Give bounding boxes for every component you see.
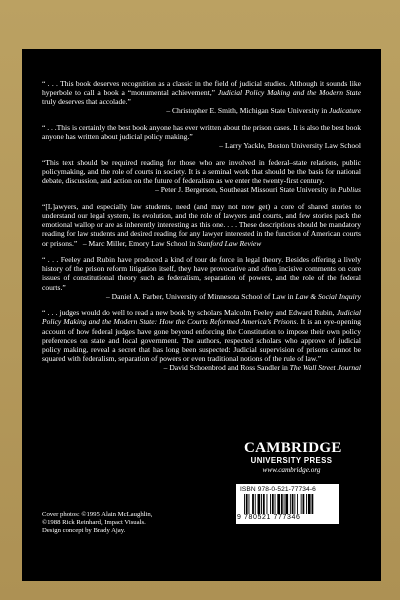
barcode-bar <box>294 494 295 514</box>
quote-attribution: – Daniel A. Farber, University of Minnesota School of Law in Law & Social Inquiry <box>105 291 361 301</box>
review-quote <box>42 79 361 116</box>
barcode-bar <box>246 494 248 514</box>
isbn-label: ISBN 978-0-521-77734-6 <box>240 486 316 493</box>
barcode-bar <box>267 494 268 514</box>
publisher-name: CAMBRIDGE <box>244 440 342 456</box>
barcode-bar <box>284 494 285 514</box>
barcode-icon <box>244 494 336 514</box>
publisher-logo <box>244 440 342 475</box>
barcode-bar <box>297 494 298 514</box>
barcode-bar <box>312 494 314 514</box>
quote-text: “ . . . This book deserves recognition as a classic in the field of judicial studies. Although it sounds like hyperbole to call a book a “monumental achievement,” Judicial Policy Making and the Modern State truly deserves that accolade.” <box>42 79 361 107</box>
barcode-bar <box>292 494 294 514</box>
barcode-bar <box>272 494 274 514</box>
cover-credits <box>42 511 222 535</box>
publisher-subtitle: UNIVERSITY PRESS <box>250 456 333 465</box>
barcode-bar <box>244 494 245 514</box>
quote-attribution: – Christopher E. Smith, Michigan State University in Judicature <box>166 106 361 116</box>
quote-text: “ . . . Feeley and Rubin have produced a kind of tour de force in legal theory. Besides offering a lively history of the prison reform litigation itself, they have provocative and often incisive comments on core issues of constitutional theory such as federalism, separation of powers, and the role of the federal courts.” <box>42 255 361 292</box>
credit-line-1: Cover photos: ©1995 Alain McLaughlin, <box>42 511 153 518</box>
quote-text: “This text should be required reading for those who are involved in federal–state relations, public policymaking, and the role of courts in society. It is a seminal work that should be the basis for national debate, discussion, and action on the future of federalism as we enter the twenty-first century. <box>42 157 361 186</box>
barcode-bar <box>275 494 276 514</box>
review-quote <box>42 158 361 195</box>
barcode-bar <box>306 494 307 514</box>
barcode-bar <box>308 494 311 514</box>
quote-attribution: – Larry Yackle, Boston University Law School <box>219 141 361 151</box>
quote-attribution: – Peter J. Bergerson, Southeast Missouri State University in Publius <box>155 185 361 195</box>
barcode-bar <box>301 494 302 514</box>
quote-text: “[L]awyers, and especially law students, need (and may not now get) a core of shared stories to understand our legal system, its evolution, and the role of lawyers and courts, and few stories pack the emotional wallop or are as inherently interesting as this one. . . . These descriptions should be mandatory reading for law students and desired reading for any lawyer interested in the function of American courts or prisons.” – Marc Miller, Emory Law School in Stanford Law Review <box>42 201 361 248</box>
barcode-bar <box>258 494 261 514</box>
review-quote <box>42 123 361 150</box>
barcode-bar <box>303 494 305 514</box>
barcode-bar <box>277 494 280 514</box>
publisher-url: www.cambridge.org <box>262 466 321 474</box>
barcode-bar <box>249 494 250 514</box>
quote-text: “ . . . judges would do well to read a new book by scholars Malcolm Feeley and Edward Rubin, Judicial Policy Making and the Modern State: How the Courts Reformed America’s Prisons. It is an eye-opening account of how federal judges have gone beyond enforcing the Constitution to impose their own policy preferences on state and local government. The authors, respected scholars who approve of judicial policy making, reveal a secret that has long been suspected: Judicial supervision of prisons cannot be squared with federalism, separation of powers or even traditional notions of the rule of law.” <box>42 308 361 364</box>
barcode-bar <box>261 494 262 514</box>
quote-attribution: – David Schoenbrod and Ross Sandler in The Wall Street Journal <box>163 363 361 373</box>
credit-line-2: ©1988 Rick Reinhard, Impact Visuals. <box>42 519 146 526</box>
barcode-bar <box>252 494 254 514</box>
barcode-bar <box>281 494 283 514</box>
review-quote <box>42 308 361 372</box>
barcode-bar <box>290 494 291 514</box>
review-quotes <box>42 79 361 380</box>
quote-text: “ . . .This is certainly the best book anyone has ever written about the prison cases. It is also the best book anyone has written about judicial policy making.” <box>42 123 361 142</box>
barcode-bar <box>263 494 265 514</box>
barcode-bar <box>270 494 271 514</box>
review-quote <box>42 202 361 248</box>
barcode-bar <box>285 494 288 514</box>
review-quote <box>42 255 361 301</box>
barcode-digits: 9 780521 777346 <box>237 514 301 521</box>
credit-line-3: Design concept by Brady Ajay. <box>42 527 126 534</box>
barcode-bar <box>255 494 256 514</box>
